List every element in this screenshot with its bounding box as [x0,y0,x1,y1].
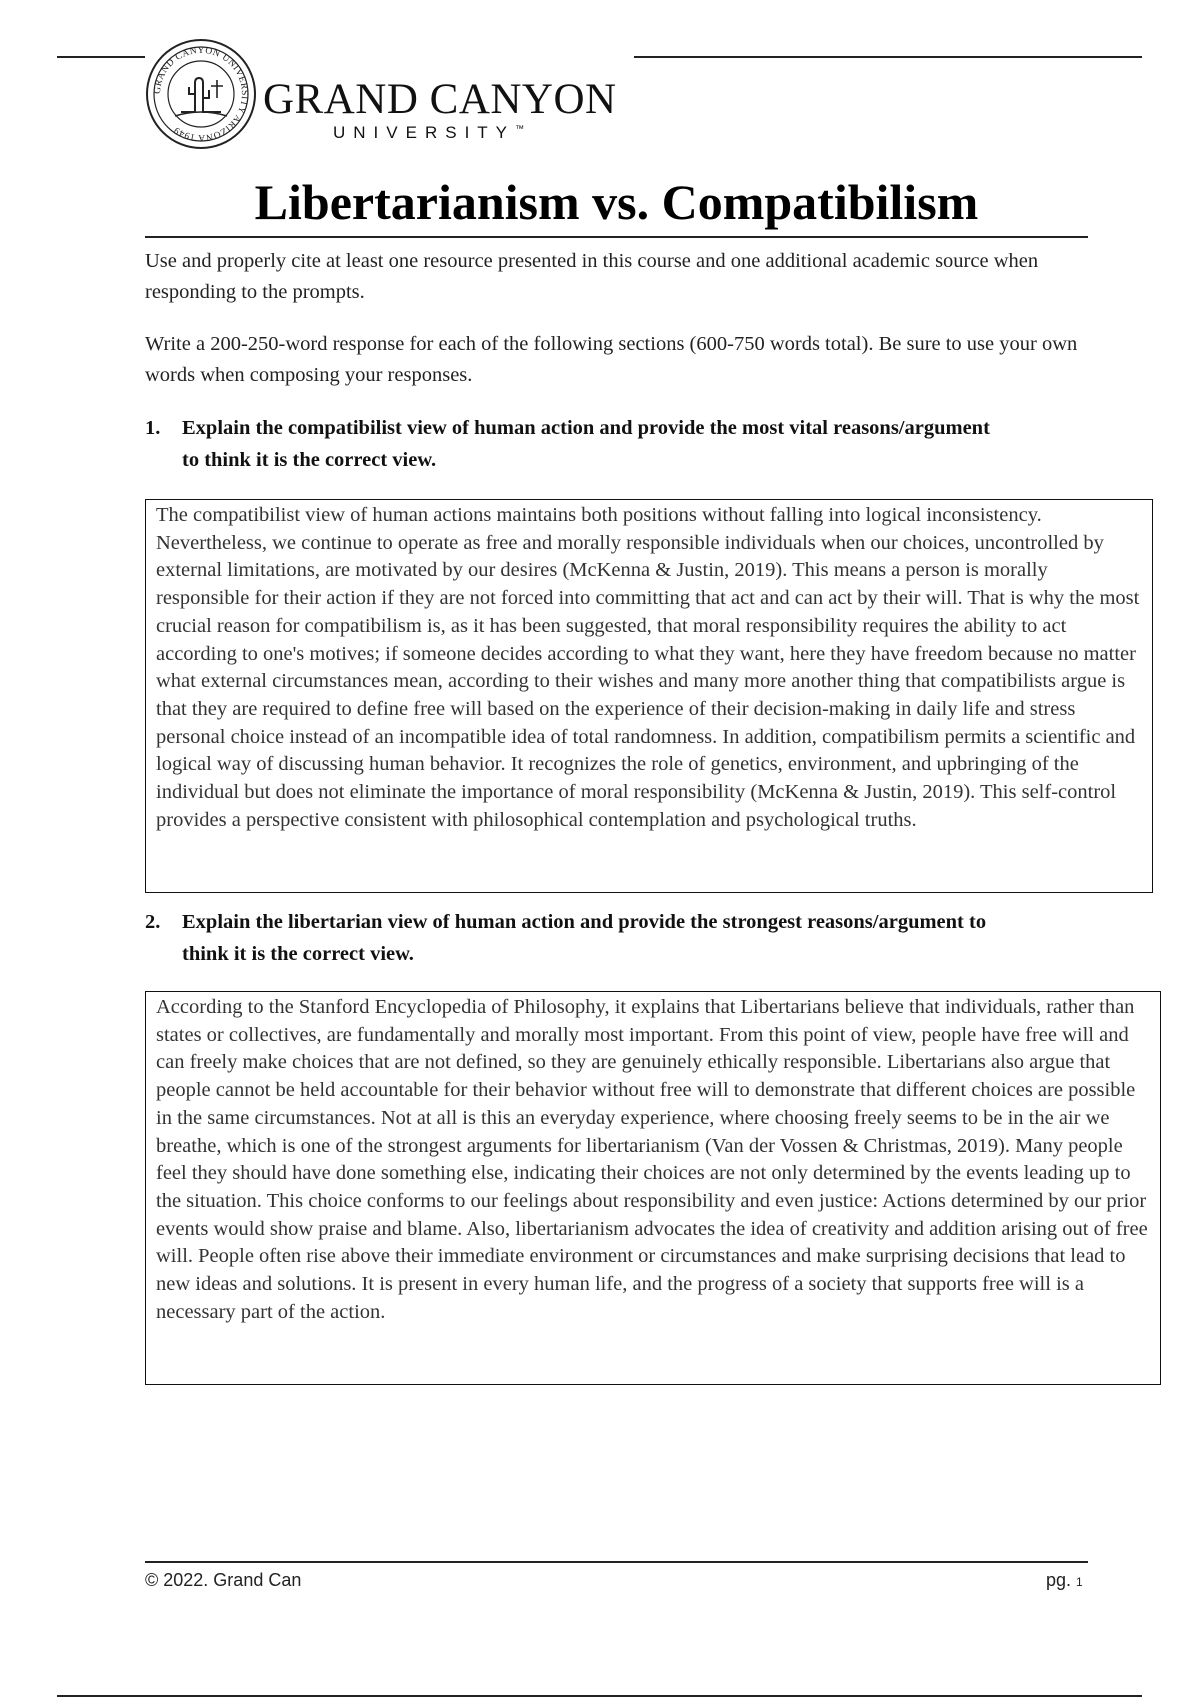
prompt-text: Explain the compatibilist view of human action and provide the most vital reasons/argument to think it is the correct view. [182,417,990,471]
footer-copyright: © 2022. Grand Can [145,1570,302,1590]
prompt-number: 2. [145,911,161,933]
university-seal-icon [145,38,257,150]
answer-box-2[interactable]: According to the Stanford Encyclopedia of Philosophy, it explains that Libertarians believe that individuals, rather than states or collectives, are fundamentally and morally most important. From this point of view, people have free will and can freely make choices that are not defined, so they are genuinely ethically responsible. Libertarians also argue that people cannot be held accountable for their behavior without free will to demonstrate that different choices are possible in the same circumstances. Not at all is this an everyday experience, where choosing freely seems to be in the air we breathe, which is one of the strongest arguments for libertarianism (Van der Vossen & Christmas, 2019). Many people feel they should have done something else, indicating their choices are not only determined by the events leading up to the situation. This choice conforms to our feelings about responsibility and even justice: Actions determined by our prior events would show praise and blame. Also, libertarianism advocates the idea of creativity and addition arising out of free will. People often rise above their immediate environment or circumstances and make surprising decisions that lead to new ideas and solutions. It is present in every human life, and the progress of a society that supports free will is a necessary part of the action. [145,991,1161,1385]
title-underline [145,236,1088,238]
header-rule-right [634,56,1142,58]
prompt-number: 1. [145,417,161,439]
footer-rule [145,1561,1088,1563]
header-rule-left [57,56,145,58]
bottom-page-rule [57,1695,1142,1697]
svg-text:GRAND CANYON UNIVERSITY ARIZON: GRAND CANYON UNIVERSITY ARIZONA 1949 [152,45,250,143]
page-number: pg. 1 [1046,1570,1083,1590]
university-subtitle: UNIVERSITY™ [333,123,525,142]
answer-box-1[interactable]: The compatibilist view of human actions maintains both positions without falling into logical inconsistency. Nevertheless, we continue to operate as free and morally responsible individuals when our choices, uncontrolled by external limitations, are motivated by our desires (McKenna & Justin, 2019). This means a person is morally responsible for their action if they are not forced into committing that act and can act by their will. That is why the most crucial reason for compatibilism is, as it has been suggested, that moral responsibility requires the ability to act according to one's motives; if someone decides according to what they want, here they have freedom because no matter what external circumstances mean, according to their wishes and many more another thing that compatibilists argue is that they are required to define free will based on the experience of their decision-making in daily life and stress personal choice instead of an incompatible idea of total randomness. In addition, compatibilism permits a scientific and logical way of discussing human behavior. It recognizes the role of genetics, environment, and upbringing of the individual but does not eliminate the importance of moral responsibility (McKenna & Justin, 2019). This self-control provides a perspective consistent with philosophical contemplation and psychological truths. [145,499,1153,893]
prompt-2 [145,906,1005,970]
prompt-1 [145,412,1005,476]
university-logo [145,38,665,150]
instructions-paragraph: Write a 200-250-word response for each of the following sections (600-750 words total). Be sure to use your own words when composing your responses. [145,333,1078,386]
university-name: GRAND CANYON [263,76,617,123]
prompt-text: Explain the libertarian view of human action and provide the strongest reasons/argument to think it is the correct view. [182,911,987,965]
intro-paragraph: Use and properly cite at least one resource presented in this course and one additional academic source when responding to the prompts. [145,250,1039,303]
page-title: Libertarianism vs. Compatibilism [254,174,979,230]
